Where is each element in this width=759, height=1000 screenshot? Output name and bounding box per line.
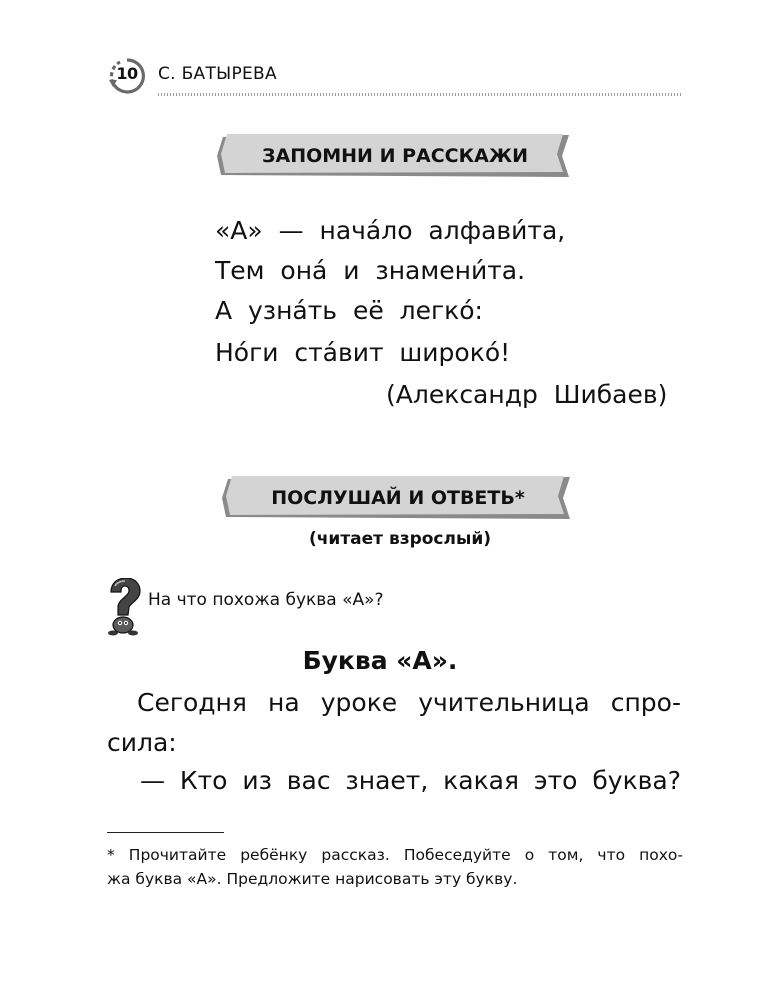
footnote-line: * Прочитайте ребёнку рассказ. Побеседуйте о том, что похо- — [107, 846, 683, 864]
footnote-divider — [107, 832, 224, 833]
section-title: ЗАПОМНИ И РАССКАЖИ — [261, 145, 528, 167]
poem-line: А узна́ть её легко́: — [215, 296, 483, 325]
page-number: 10 — [116, 64, 138, 83]
story-line: сила: — [107, 728, 177, 757]
story-line: Сегодня на уроке учительница спро- — [137, 688, 681, 717]
header-dotted-rule — [158, 93, 683, 96]
reader-note: (читает взрослый) — [308, 529, 492, 549]
poem-line: «А» — нача́ло алфави́та, — [215, 216, 566, 245]
question-mark-character-icon — [106, 578, 142, 636]
story-line: — Кто из вас знает, какая это буква? — [140, 766, 681, 795]
section-banner-listen — [222, 476, 574, 520]
question-text: На что похожа буква «А»? — [148, 590, 384, 610]
running-header-author: С. БАТЫРЕВА — [158, 64, 277, 84]
poem-line: Тем она́ и знамени́та. — [215, 256, 526, 285]
poem-attribution: (Александр Шибаев) — [386, 380, 668, 409]
section-banner-memorize — [217, 134, 573, 178]
footnote-line: жа буква «А». Предложите нарисовать эту букву. — [107, 870, 518, 888]
story-title: Буква «А». — [302, 646, 458, 675]
section-title: ПОСЛУШАЙ И ОТВЕТЬ* — [271, 487, 525, 509]
poem-line: Но́ги ста́вит широко́! — [215, 338, 511, 367]
